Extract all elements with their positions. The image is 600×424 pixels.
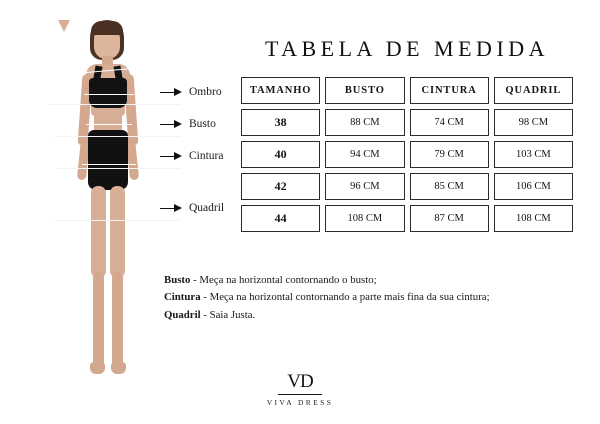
table-row [241, 109, 573, 136]
cell-cintura: 85 CM [410, 173, 489, 200]
table-row [241, 205, 573, 232]
cell-size: 44 [241, 205, 320, 232]
left-thigh [91, 186, 106, 278]
logo-wordmark: VIVA DRESS [266, 398, 334, 407]
arrow-right-icon [160, 120, 182, 129]
cell-busto: 88 CM [325, 109, 404, 136]
model-photo [58, 20, 156, 414]
logo-divider [278, 394, 322, 395]
label-ombro-text: Ombro [189, 86, 222, 98]
size-table-wrapper [236, 72, 578, 237]
label-cintura-text: Cintura [189, 150, 224, 162]
cell-quadril: 103 CM [494, 141, 573, 168]
measurement-instructions [164, 272, 584, 324]
table-header-row [241, 77, 573, 104]
shoulder-leader-line [50, 104, 180, 105]
note-quadril-term: Quadril [164, 308, 201, 321]
header-tamanho: TAMANHO [241, 77, 320, 104]
cell-size: 40 [241, 141, 320, 168]
logo-monogram: VD [287, 371, 313, 392]
waist-measure-line [86, 124, 132, 125]
note-busto [164, 272, 584, 289]
label-quadril [160, 202, 224, 214]
left-shin [93, 272, 104, 368]
cell-size: 42 [241, 173, 320, 200]
table-row [241, 173, 573, 200]
header-busto: BUSTO [325, 77, 404, 104]
table-row [241, 141, 573, 168]
note-cintura-term: Cintura [164, 291, 201, 304]
arrow-right-icon [160, 152, 182, 161]
label-busto-text: Busto [189, 118, 216, 130]
note-quadril-text: - Saia Justa. [200, 308, 256, 321]
bust-leader-line [54, 136, 180, 137]
hip-measure-line [82, 164, 136, 165]
arrow-right-icon [160, 88, 182, 97]
cell-busto: 108 CM [325, 205, 404, 232]
cell-size: 38 [241, 109, 320, 136]
high-waist-shorts [88, 130, 128, 190]
arrow-right-icon [160, 204, 182, 213]
cell-quadril: 108 CM [494, 205, 573, 232]
model-illustration-panel [28, 14, 228, 414]
neckline [58, 20, 70, 32]
label-cintura [160, 150, 224, 162]
right-shin [112, 272, 123, 368]
label-quadril-text: Quadril [189, 202, 225, 214]
cell-busto: 94 CM [325, 141, 404, 168]
waist-leader-line [56, 168, 180, 169]
size-table [236, 72, 578, 237]
page-title: TABELA DE MEDIDA [264, 36, 550, 61]
brand-logo [0, 372, 600, 407]
note-quadril [164, 307, 584, 324]
header-quadril: QUADRIL [494, 77, 573, 104]
note-busto-term: Busto [164, 274, 191, 286]
note-cintura-text: - Meça na horizontal contornando a parte mais fina da sua cintura; [200, 291, 490, 304]
cell-cintura: 74 CM [410, 109, 489, 136]
right-thigh [110, 186, 125, 278]
label-busto [160, 118, 216, 130]
cell-quadril: 98 CM [494, 109, 573, 136]
cell-cintura: 87 CM [410, 205, 489, 232]
label-ombro [160, 86, 222, 98]
note-cintura [164, 289, 584, 306]
cell-quadril: 106 CM [494, 173, 573, 200]
header-cintura: CINTURA [410, 77, 489, 104]
shorts-inseam-gap [58, 32, 62, 52]
cell-cintura: 79 CM [410, 141, 489, 168]
note-busto-text: - Meça na horizontal contornando o busto; [190, 274, 377, 286]
bust-measure-line [84, 94, 134, 95]
hip-leader-line [54, 220, 180, 221]
hair-top [91, 21, 123, 35]
cell-busto: 96 CM [325, 173, 404, 200]
